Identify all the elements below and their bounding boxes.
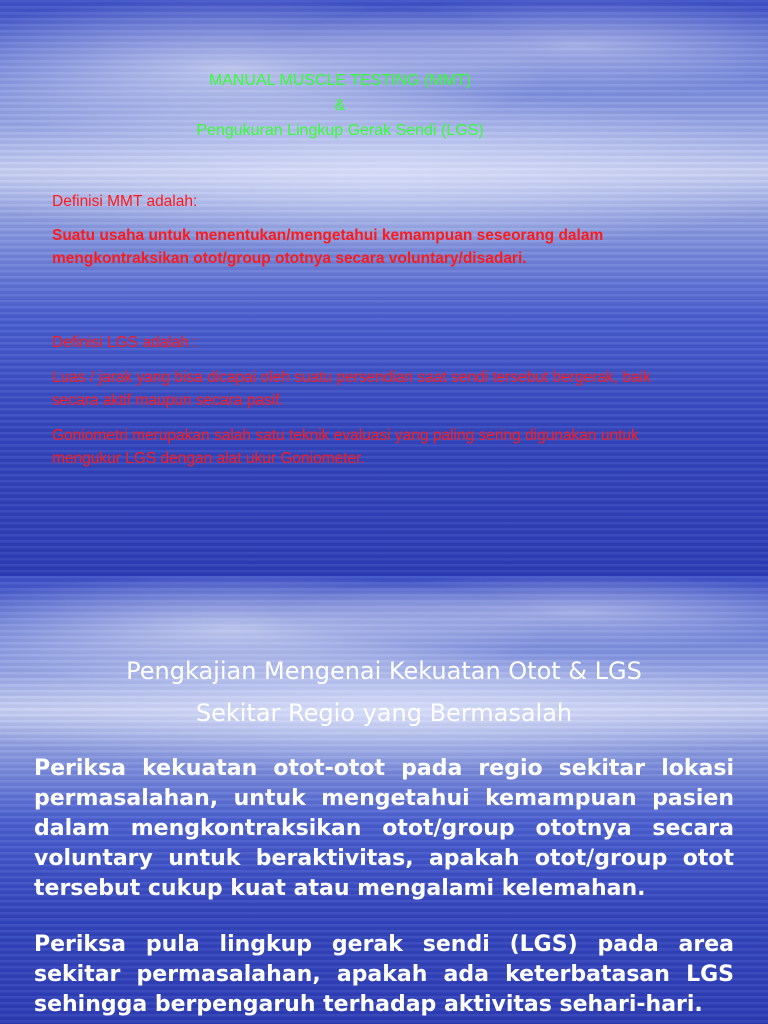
paragraph-line: tersebut cukup kuat atau mengalami kelemahan. [34,876,646,901]
range-of-motion-paragraph [34,930,734,1020]
paragraph-line: dalam mengkontraksikan otot/group ototnya secara [34,816,734,841]
muscle-strength-paragraph [34,754,734,904]
slide-1-title [0,68,680,143]
goniometri-text: Goniometri merupakan salah satu teknik evaluasi yang paling sering digunakan untuk mengukur LGS dengan alat ukur Goniometer. [52,427,639,467]
mmt-definition-text: Suatu usaha untuk menentukan/mengetahui kemampuan seseorang dalam mengkontraksikan otot/group ototnya secara voluntary/disadari. [52,227,604,267]
lgs-definition-text: Luas / jarak yang bisa dicapai oleh suatu persendian saat sendi tersebut bergerak, baik secara aktif maupun secara pasif. [52,369,651,409]
title-line-2: & [334,97,346,114]
title-line-1: MANUAL MUSCLE TESTING (MMT) [208,72,472,89]
slide-2-heading [0,650,768,734]
heading-line-2: Sekitar Regio yang Bermasalah [195,699,573,727]
heading-line-1: Pengkajian Mengenai Kekuatan Otot & LGS [126,657,642,685]
paragraph-line: sekitar permasalahan, apakah ada keterbatasan LGS [34,962,734,987]
paragraph-line: Periksa kekuatan otot-otot pada regio sekitar lokasi [34,756,734,781]
title-line-3: Pengukuran Lingkup Gerak Sendi (LGS) [196,122,484,139]
slide-2 [0,576,768,1024]
paragraph-line: voluntary untuk beraktivitas, apakah otot/group otot [34,846,734,871]
paragraph-line: Periksa pula lingkup gerak sendi (LGS) pada area [34,932,734,957]
mmt-definition-heading: Definisi MMT adalah: [52,193,198,210]
lgs-definition-heading: Definisi LGS adalah : [52,334,198,351]
paragraph-line: sehingga berpengaruh terhadap aktivitas sehari-hari. [34,992,703,1017]
paragraph-line: permasalahan, untuk mengetahui kemampuan pasien [34,786,734,811]
